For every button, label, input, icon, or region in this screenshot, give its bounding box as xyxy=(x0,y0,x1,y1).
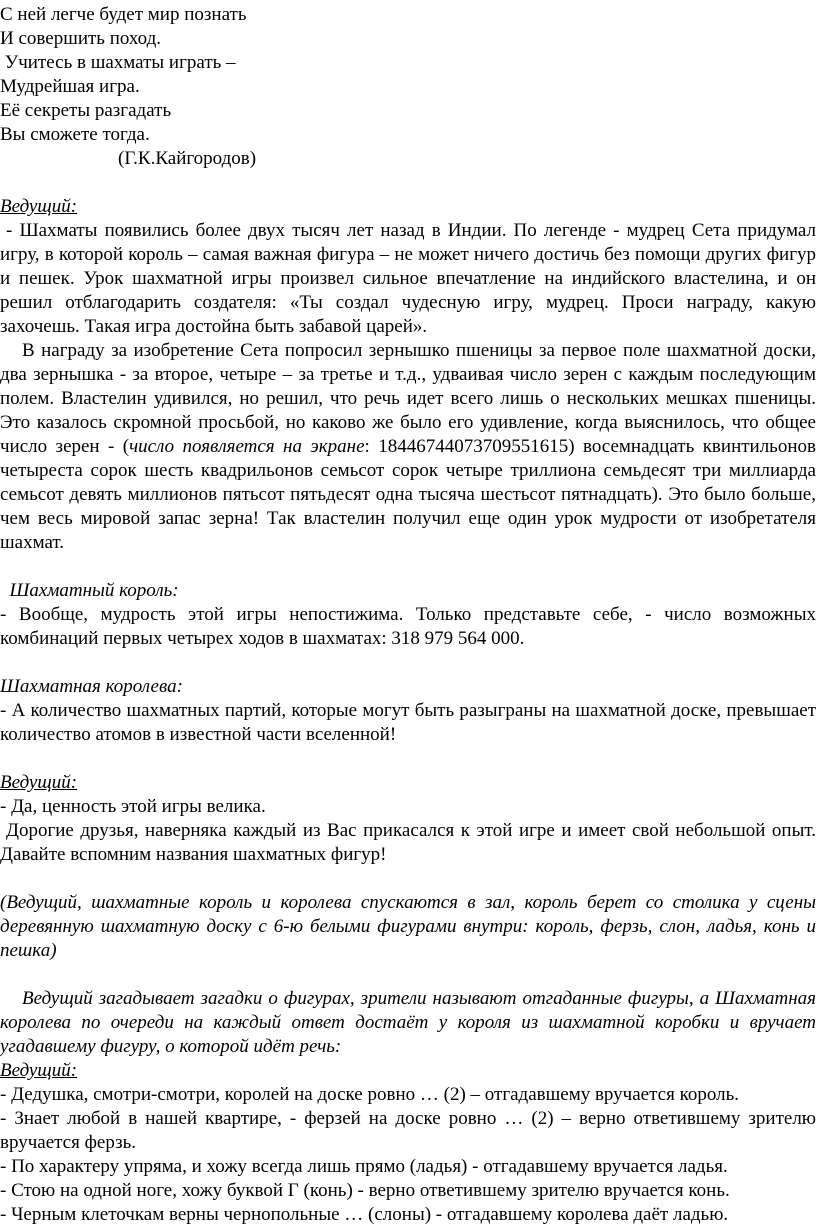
poem-line-2: И совершить поход. xyxy=(0,28,162,49)
poem-line-3: Учитесь в шахматы играть – xyxy=(0,52,236,73)
poem-line-4: Мудрейшая игра. xyxy=(0,76,140,97)
paragraph-legend: - Шахматы появились более двух тысяч лет назад в Индии. По легенде - мудрец Сета придумал игру, в которой король – самая важная фигура – не может ничего достичь без помощи других фигур и пешек. Урок шахматной игры произвел сильное впечатление на индийского властелина, и он решил отблагодарить создателя: «Ты создал чудесную игру, мудрец. Проси награду, какую захочешь. Такая игра достойна быть забавой царей». xyxy=(0,220,816,337)
speaker-queen: Шахматная королева: xyxy=(0,676,183,697)
poem-line-5: Её секреты разгадать xyxy=(0,100,172,121)
paragraph-invite: Дорогие друзья, наверняка каждый из Вас прикасался к этой игре и имеет свой небольшой опыт. Давайте вспомним названия шахматных фигур! xyxy=(0,820,816,865)
paragraph-queen: - А количество шахматных партий, которые могут быть разыграны на шахматной доске, превышает количество атомов в известной части вселенной! xyxy=(0,700,816,745)
poem-line-6: Вы сможете тогда. xyxy=(0,124,150,145)
stage-direction-1: (Ведущий, шахматные король и королева спускаются в зал, король берет со столика у сцены деревянную шахматную доску с 6-ю белыми фигурами внутри: король, ферзь, слон, ладья, конь и пешка) xyxy=(0,892,816,961)
spacer xyxy=(0,867,816,891)
poem xyxy=(0,3,816,171)
stage-direction-2: Ведущий загадывает загадки о фигурах, зрители называют отгаданные фигуры, а Шахматная королева по очереди на каждый ответ достаёт у короля из шахматной коробки и вручает угадавшему фигуру, о которой идёт речь: xyxy=(0,988,816,1057)
speaker-host-2: Ведущий: xyxy=(0,772,78,793)
poem-line-1: С ней легче будет мир познать xyxy=(0,4,247,25)
screen-note: число появляется на экране xyxy=(129,436,365,457)
riddle-1: - Дедушка, смотри-смотри, королей на доске ровно … (2) – отгадавшему вручается король. xyxy=(0,1084,739,1105)
paragraph-value: - Да, ценность этой игры велика. xyxy=(0,796,266,817)
spacer xyxy=(0,171,816,195)
paragraph-king: - Вообще, мудрость этой игры непостижима. Только представьте себе, - число возможных комбинаций первых четырех ходов в шахматах: 318 979 564 000. xyxy=(0,604,816,649)
spacer xyxy=(0,555,816,579)
spacer xyxy=(0,747,816,771)
riddle-5: - Черным клеточкам верны чернопольные … (слоны) - отгадавшему королева даёт ладью. xyxy=(0,1204,729,1225)
riddle-4: - Стою на одной ноге, хожу буквой Г (конь) - верно ответившему зрителю вручается конь. xyxy=(0,1180,730,1201)
paragraph-reward: В награду за изобретение Сета попросил зернышко пшеницы за первое поле шахматной доски, два зернышка - за второе, четыре – за третье и т.д., удваивая число зерен с каждым последующим полем. Властелин удивился, но решил, что речь идет всего лишь о нескольких мешках пшеницы. Это казалось скромной просьбой, но каково же было его удивление, когда выяснилось, что общее число зерен - (число появляется на экране: 18446744073709551615) восемнадцать квинтильонов четыреста сорок шесть квадрильонов семьсот сорок четыре триллиона семьдесят три миллиарда семьсот девять миллионов пятьсот пятьдесят одна тысяча шестьсот пятнадцать). Это было больше, чем весь мировой запас зерна! Так властелин получил еще один урок мудрости от изобретателя шахмат. xyxy=(0,340,816,553)
speaker-host-1: Ведущий: xyxy=(0,196,78,217)
spacer xyxy=(0,963,816,987)
poem-author: (Г.К.Кайгородов) xyxy=(118,148,257,169)
speaker-king: Шахматный король: xyxy=(0,580,179,601)
riddle-2: - Знает любой в нашей квартире, - ферзей на доске ровно … (2) – верно ответившему зрителю вручается ферзь. xyxy=(0,1108,816,1153)
speaker-host-3: Ведущий: xyxy=(0,1060,78,1081)
spacer xyxy=(0,651,816,675)
riddle-3: - По характеру упряма, и хожу всегда лишь прямо (ладья) - отгадавшему вручается ладья. xyxy=(0,1156,728,1177)
